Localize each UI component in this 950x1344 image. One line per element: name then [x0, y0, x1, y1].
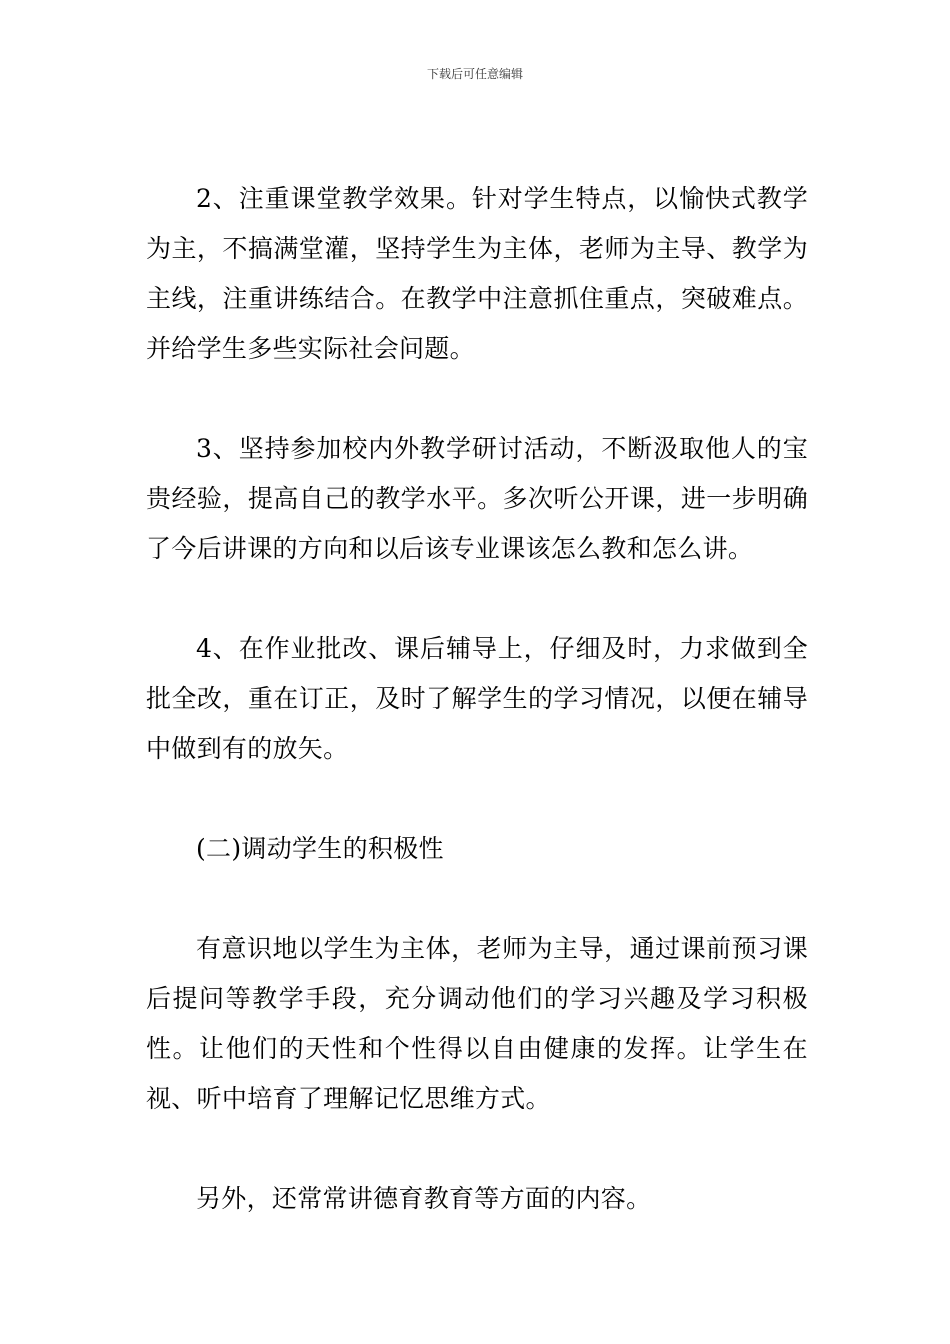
paragraph-homework-grading: 4、在作业批改、课后辅导上，仔细及时，力求做到全批全改，重在订正，及时了解学生的学习情况，以便在辅导中做到有的放矢。 — [146, 634, 808, 763]
page-header-note: 下载后可任意编辑 — [426, 67, 523, 81]
document-body — [146, 174, 808, 1224]
paragraph-moral-education: 另外，还常常讲德育教育等方面的内容。 — [196, 1184, 652, 1213]
paragraph-teaching-effect: 2、注重课堂教学效果。针对学生特点，以愉快式教学为主，不搞满堂灌，坚持学生为主体，老师为主导、教学为主线，注重讲练结合。在教学中注意抓住重点，突破难点。并给学生多些实际社会问题。 — [146, 184, 808, 363]
paragraph-student-motivation: 有意识地以学生为主体，老师为主导，通过课前预习课后提问等教学手段，充分调动他们的学习兴趣及学习积极性。让他们的天性和个性得以自由健康的发挥。让学生在视、听中培育了理解记忆思维方式。 — [146, 934, 808, 1113]
paragraph-teaching-seminars: 3、坚持参加校内外教学研讨活动，不断汲取他人的宝贵经验，提高自己的教学水平。多次听公开课，进一步明确了今后讲课的方向和以后该专业课该怎么教和怎么讲。 — [146, 434, 808, 563]
section-heading-student-motivation: (二)调动学生的积极性 — [196, 834, 444, 863]
